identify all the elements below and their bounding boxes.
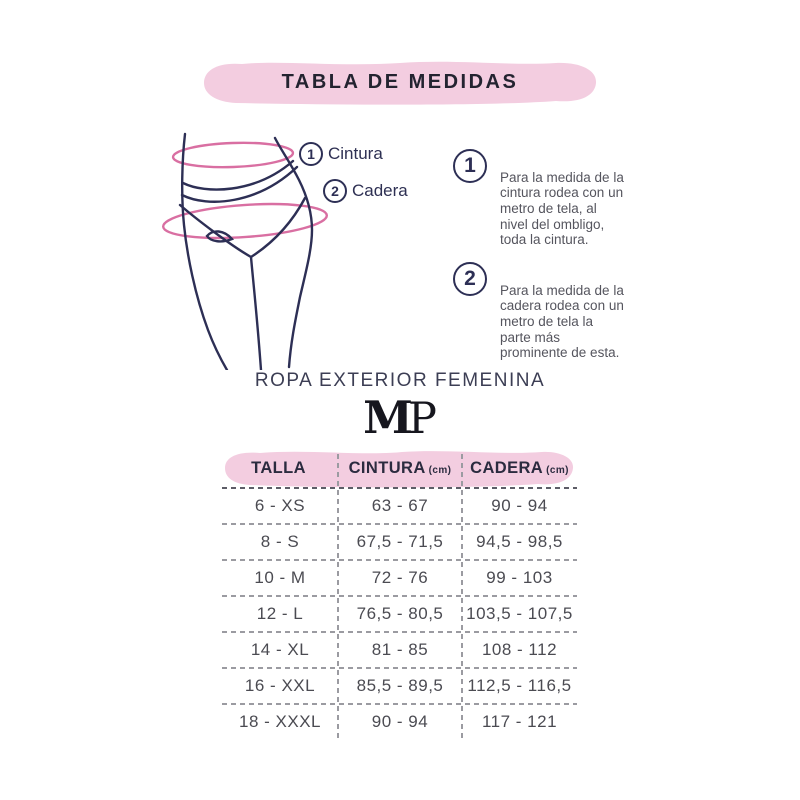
table-row [222, 632, 577, 668]
waist-label-text: Cintura [328, 144, 383, 163]
cell-talla: 8 - S [260, 532, 300, 551]
header-talla [222, 459, 338, 478]
cell-cadera: 117 - 121 [481, 712, 558, 731]
table-row [222, 704, 577, 740]
divider [222, 703, 577, 705]
column-divider [337, 454, 339, 738]
step-2-text: Para la medida de la cadera rodea con un metro de tela la parte más prominente de esta. [500, 282, 624, 361]
waist-label [299, 142, 383, 166]
cell-cadera: 94,5 - 98,5 [476, 532, 563, 551]
cell-cadera: 112,5 - 116,5 [467, 676, 572, 695]
size-table [222, 448, 577, 740]
cell-cintura: 90 - 94 [371, 712, 429, 731]
divider [222, 631, 577, 633]
header-talla-label: TALLA [251, 458, 306, 477]
header-cadera-unit: (cm) [546, 464, 569, 476]
cell-talla: 16 - XXL [244, 676, 316, 695]
cell-talla: 10 - M [254, 568, 306, 587]
cell-cadera: 103,5 - 107,5 [466, 604, 573, 623]
cell-cadera: 108 - 112 [481, 640, 558, 659]
divider [222, 559, 577, 561]
table-row [222, 596, 577, 632]
inner-leg-line [251, 257, 261, 370]
cell-cintura: 72 - 76 [371, 568, 429, 587]
divider [222, 595, 577, 597]
section-title: ROPA EXTERIOR FEMENINA [254, 370, 546, 391]
table-row [222, 524, 577, 560]
header-cadera-label: CADERA [470, 458, 544, 477]
cell-cintura: 81 - 85 [371, 640, 429, 659]
header-cintura [338, 459, 462, 478]
header-cintura-unit: (cm) [428, 464, 452, 476]
column-divider [461, 454, 463, 738]
circle-2-icon: 2 [323, 179, 347, 203]
brand-logo [0, 391, 800, 450]
step-2-number-icon: 2 [453, 262, 487, 296]
cell-cintura: 67,5 - 71,5 [356, 532, 444, 551]
panty-v-right [251, 198, 305, 257]
cell-talla: 6 - XS [254, 496, 306, 515]
hip-label [323, 179, 408, 203]
table-row [222, 668, 577, 704]
cell-talla: 18 - XXXL [239, 712, 321, 731]
divider [222, 667, 577, 669]
cell-cintura: 76,5 - 80,5 [356, 604, 444, 623]
cell-cintura: 63 - 67 [371, 496, 429, 515]
hip-measure-ellipse [162, 199, 328, 242]
table-row [222, 488, 577, 524]
page-title: TABLA DE MEDIDAS [281, 70, 519, 93]
waist-measure-ellipse [173, 141, 294, 169]
logo-letter-p: P [407, 394, 437, 444]
cell-talla: 12 - L [256, 604, 304, 623]
cell-cadera: 99 - 103 [486, 568, 553, 587]
table-row [222, 560, 577, 596]
circle-1-icon: 1 [299, 142, 323, 166]
cell-talla: 14 - XL [250, 640, 310, 659]
hip-label-text: Cadera [352, 181, 408, 200]
cell-cintura: 85,5 - 89,5 [356, 676, 444, 695]
header-cadera [462, 459, 577, 478]
header-cintura-label: CINTURA [348, 458, 426, 477]
divider [222, 487, 577, 489]
step-1-number-icon: 1 [453, 149, 487, 183]
right-body-line [275, 138, 312, 367]
title-banner [200, 58, 600, 106]
logo-letter-m: M [363, 391, 413, 444]
table-header [222, 448, 577, 488]
divider [222, 523, 577, 525]
step-1-text: Para la medida de la cintura rodea con un metro de tela, al nivel del ombligo, toda la cintura. [500, 169, 624, 248]
cell-cadera: 90 - 94 [491, 496, 548, 515]
left-body-line [182, 134, 227, 370]
